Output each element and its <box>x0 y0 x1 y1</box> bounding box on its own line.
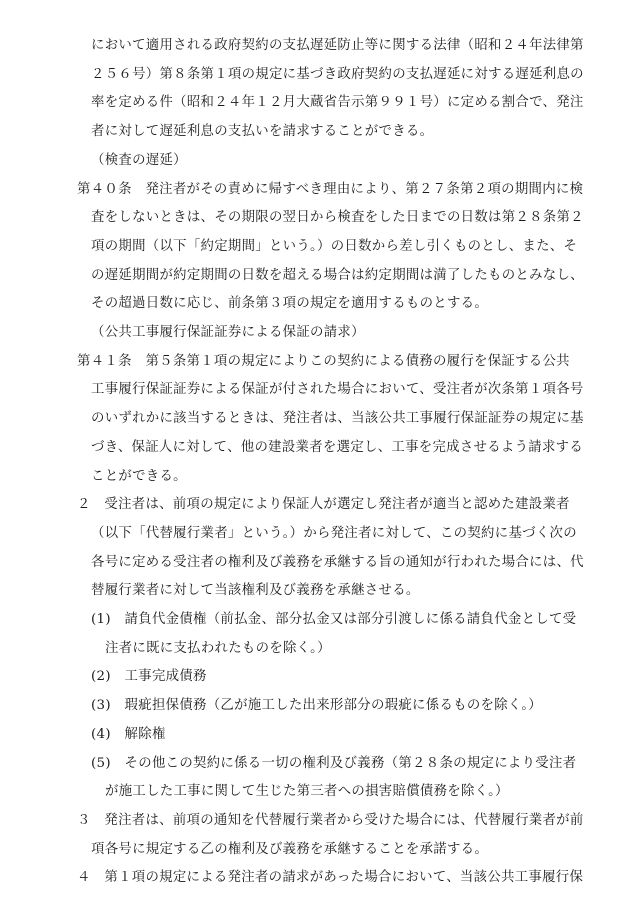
paragraph-2-first-line: ２ 受注者は、前項の規定により保証人が選定し発注者が適当と認めた建設業者 <box>77 497 570 512</box>
list-item-1-cont: 注者に既に支払われたものを除く。） <box>105 641 331 656</box>
list-item-1: (1) 請負代金債権（前払金、部分払金又は部分引渡しに係る請負代金として受 <box>91 612 577 627</box>
text-line: 替履行業者に対して当該権利及び義務を承継させる。 <box>91 583 420 598</box>
paragraph-4-first-line: ４ 第１項の規定による発注者の請求があった場合において、当該公共工事履行保 <box>77 870 584 885</box>
text-line: （以下「代替履行業者」という。）から発注者に対して、この契約に基づく次の <box>91 526 577 541</box>
list-item-4: (4) 解除権 <box>91 727 166 742</box>
list-item-2: (2) 工事完成債務 <box>91 669 207 684</box>
text-line: 率を定める件（昭和２４年１２月大蔵省告示第９９１号）に定める割合で、発注 <box>91 95 584 110</box>
text-line: ２５６号）第８条第１項の規定に基づき政府契約の支払遅延に対する遅延利息の <box>91 67 584 82</box>
text-line: ことができる。 <box>91 469 187 484</box>
text-line: 項各号に規定する乙の権利及び義務を承継することを承諾する。 <box>91 842 489 857</box>
list-item-3: (3) 瑕疵担保債務（乙が施工した出来形部分の瑕疵に係るものを除く。） <box>91 698 542 713</box>
section-heading: （検査の遅延） <box>91 153 187 168</box>
text-line: のいずれかに該当するときは、発注者は、当該公共工事履行保証証券の規定に基 <box>91 411 584 426</box>
text-line: 査をしないときは、その期限の翌日から検査をした日までの日数は第２８条第２ <box>91 210 584 225</box>
article-41-first-line: 第４１条 第５条第１項の規定によりこの契約による債務の履行を保証する公共 <box>77 354 570 369</box>
text-line: において適用される政府契約の支払遅延防止等に関する法律（昭和２４年法律第 <box>91 38 584 53</box>
text-line: 者に対して遅延利息の支払いを請求することができる。 <box>91 124 434 139</box>
paragraph-3-first-line: ３ 発注者は、前項の通知を代替履行業者から受けた場合には、代替履行業者が前 <box>77 813 584 828</box>
article-40-first-line: 第４０条 発注者がその責めに帰すべき理由により、第２７条第２項の期間内に検 <box>77 182 584 197</box>
text-line: づき、保証人に対して、他の建設業者を選定し、工事を完成させるよう請求する <box>91 440 584 455</box>
text-line: 工事履行保証証券による保証が付された場合において、受注者が次条第１項各号 <box>91 382 584 397</box>
list-item-5: (5) その他この契約に係る一切の権利及び義務（第２８条の規定により受注者 <box>91 756 577 771</box>
text-line: その超過日数に応じ、前条第３項の規定を適用するものとする。 <box>91 296 489 311</box>
section-heading: （公共工事履行保証証券による保証の請求） <box>91 325 365 340</box>
text-line: の遅延期間が約定期間の日数を超える場合は約定期間は満了したものとみなし、 <box>91 268 584 283</box>
list-item-5-cont: が施工した工事に関して生じた第三者への損害賠償債務を除く。） <box>105 784 509 799</box>
text-line: 各号に定める受注者の権利及び義務を承継する旨の通知が行われた場合には、代 <box>91 555 584 570</box>
text-line: 項の期間（以下「約定期間」という。）の日数から差し引くものとし、また、そ <box>91 239 578 254</box>
